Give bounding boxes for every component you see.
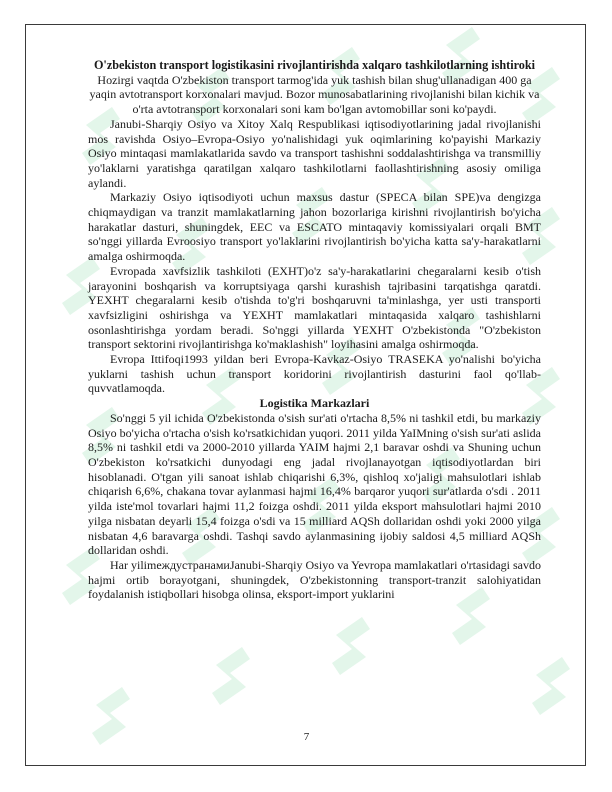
section-paragraph: So'nggi 5 yil ichida O'zbekistonda o'sish sur'ati o'rtacha 8,5% ni tashkil etdi, bu markaziy Osiyo bo'yicha o'rtacha o'sish ko'rsatkichidan yuqori. 2011 yilda YaIMning o'sish sur'ati aslida 8,5% ni tashkil etdi va 2000-2010 yillarda YAIM hajmi 2,1 baravar oshdi va Shuning uchun O'zbekiston ko'rsatkichi dunyodagi eng jadal rivojlanayotgan iqtisodiyotlardan biri hisoblanadi. O'tgan yili sanoat ishlab chiqarishi 6,3%, qishloq xo'jaligi mahsulotlari ishlab chiqarish 6,6%, chakana tovar aylanmasi hajmi 16,4% barqaror yuqori sur'atlarda o'sdi . 2011 yilda iste'mol tovarlari hajmi 11,2 foizga oshdi. 2011 yilda eksport mahsulotlari hajmi 2010 yilga nisbatan deyarli 15,4 foizga o'sdi va 15 milliard AQSh dollaridan oshdi yoki 2000 yilga nisbatan 4,6 baravarga oshdi. Tashqi savdo aylanmasining ijobiy saldosi 4,5 milliard AQSh dollaridan oshdi.: [88, 410, 541, 558]
body-paragraph: Evropa Ittifoqi1993 yildan beri Evropa-Kavkaz-Osiyo TRASEKA yo'nalishi bo'yicha yuklarni tashish uchun transport koridorini rivojlantirish dasturini faol qo'llab-quvvatlamoqda.: [88, 352, 541, 396]
section-heading: Logistika Markazlari: [259, 396, 370, 411]
body-paragraph: Markaziy Osiyo iqtisodiyoti uchun maxsus dastur (SPECA bilan SPE)va dengizga chiqmaydigan va tranzit mamlakatlarning jahon bozorlariga kirishni rivojlantirish bo'yicha harakatlar dasturi, shuningdek, EEC va ESCATO mintaqaviy komissiyalari orqali BMT so'nggi yillarda Evroosiyo transport yo'laklarini rivojlantirish bo'yicha katta sa'y-harakatlarni amalga oshirmoqda.: [88, 190, 541, 264]
body-paragraph: Janubi-Sharqiy Osiyo va Xitoy Xalq Respublikasi iqtisodiyotlarining jadal rivojlanishi mos ravishda Osiyo–Evropa-Osiyo yo'nalishidagi yuk oqimlarining ko'payishi Markaziy Osiyo mintaqasi mamlakatlarida savdo va transport tashishni soddalashtirishga va transmilliy yo'laklarni yaratishga qaratilgan xalqaro tashkilotlarni faollashtirishning asosiy omiliga aylandi.: [88, 116, 541, 190]
section-paragraph: Har yilimeждустранамиJanubi-Sharqiy Osiyo va Yevropa mamlakatlari o'rtasidagi savdo hajmi ortib borayotgani, shuningdek, O'zbekistonning transport-tranzit salohiyatidan foydalanish istiqbollari hisobga olinsa, eksport-import yuklarini: [88, 557, 541, 602]
page-number: 7: [303, 731, 310, 743]
document-body: [88, 58, 541, 602]
page-frame: [25, 24, 586, 766]
document-title: O'zbekiston transport logistikasini rivojlantirishda xalqaro tashkilotlarning ishtiroki: [93, 58, 536, 72]
body-paragraph: Evropada xavfsizlik tashkiloti (EXHT)o'z sa'y-harakatlarini chegaralarni kesib o'tish jarayonini boshqarish va korruptsiyaga qarshi kurashish tajribasini tarqatishga qaratdi. YEXHT chegaralarni kesib o'tishda to'g'ri boshqaruvni ta'minlashga, yer usti transporti xavfsizligini oshirishga va YEXHT mamlakatlari mintaqasida xalqaro tashishlarni osonlashtirishga yordam beradi. So'nggi yillarda YEXHT O'zbekistonda "O'zbekiston transport sektorini rivojlantirishga ko'maklashish" loyihasini amalga oshirmoqda.: [88, 263, 541, 352]
intro-paragraph: Hozirgi vaqtda O'zbekiston transport tarmog'ida yuk tashish bilan shug'ullanadigan 400 ga yaqin avtotransport korxonalari mavjud. Bozor munosabatlarining rivojlanishi bilan kichik va o'rta avtotransport korxonalari soni kam bo'lgan avtomobillar soni ko'paydi.: [89, 72, 540, 117]
